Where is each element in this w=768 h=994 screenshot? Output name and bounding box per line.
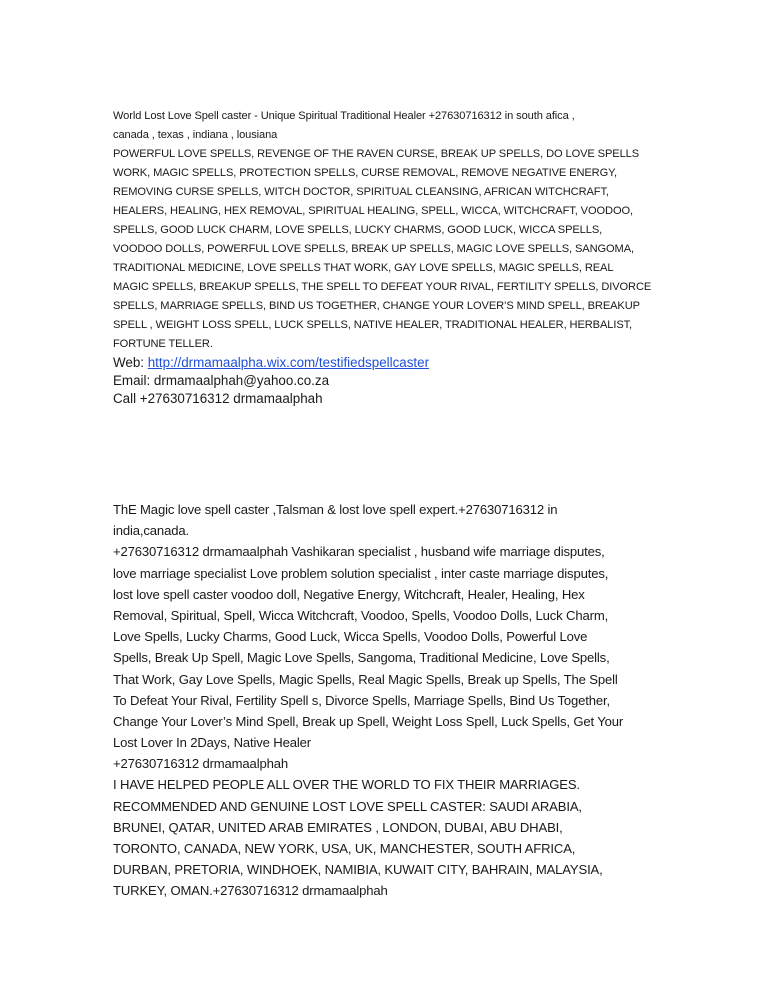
website-link[interactable]: http://drmamaalpha.wix.com/testifiedspellcaster xyxy=(147,355,430,370)
text-line: Removal, Spiritual, Spell, Wicca Witchcraft, Voodoo, Spells, Voodoo Dolls, Luck Charm, xyxy=(113,607,609,623)
text-line: DURBAN, PRETORIA, WINDHOEK, NAMIBIA, KUWAIT CITY, BAHRAIN, MALAYSIA, xyxy=(113,862,603,878)
web-label: Web: xyxy=(113,355,148,370)
text-line: REMOVING CURSE SPELLS, WITCH DOCTOR, SPIRITUAL CLEANSING, AFRICAN WITCHCRAFT, xyxy=(113,186,609,198)
ad-section-one xyxy=(113,107,658,408)
text-line: VOODOO DOLLS, POWERFUL LOVE SPELLS, BREAK UP SPELLS, MAGIC LOVE SPELLS, SANGOMA, xyxy=(113,243,634,255)
ad-section-two xyxy=(113,499,673,902)
text-line: Spells, Break Up Spell, Magic Love Spells, Sangoma, Traditional Medicine, Love Spells, xyxy=(113,650,610,666)
text-line: WORK, MAGIC SPELLS, PROTECTION SPELLS, CURSE REMOVAL, REMOVE NEGATIVE ENERGY, xyxy=(113,167,617,179)
email-line: Email: drmamaalphah@yahoo.co.za xyxy=(113,373,330,388)
text-line: I HAVE HELPED PEOPLE ALL OVER THE WORLD TO FIX THEIR MARRIAGES. xyxy=(113,777,580,793)
text-line: +27630716312 drmamaalphah xyxy=(113,756,288,772)
text-line: SPELL , WEIGHT LOSS SPELL, LUCK SPELLS, NATIVE HEALER, TRADITIONAL HEALER, HERBALIST, xyxy=(113,319,633,331)
text-line: Lost Lover In 2Days, Native Healer xyxy=(113,735,311,751)
text-line: Love Spells, Lucky Charms, Good Luck, Wicca Spells, Voodoo Dolls, Powerful Love xyxy=(113,629,588,645)
call-line: Call +27630716312 drmamaalphah xyxy=(113,391,323,406)
text-line: HEALERS, HEALING, HEX REMOVAL, SPIRITUAL HEALING, SPELL, WICCA, WITCHCRAFT, VOODOO, xyxy=(113,205,633,217)
text-line: SPELLS, MARRIAGE SPELLS, BIND US TOGETHER, CHANGE YOUR LOVER’S MIND SPELL, BREAKUP xyxy=(113,300,640,312)
text-line: FORTUNE TELLER. xyxy=(113,338,213,350)
text-line: TRADITIONAL MEDICINE, LOVE SPELLS THAT WORK, GAY LOVE SPELLS, MAGIC SPELLS, REAL xyxy=(113,262,614,274)
text-line: +27630716312 drmamaalphah Vashikaran specialist , husband wife marriage disputes, xyxy=(113,544,605,560)
text-line: World Lost Love Spell caster - Unique Spiritual Traditional Healer +27630716312 in south afica , xyxy=(113,110,575,122)
text-line: RECOMMENDED AND GENUINE LOST LOVE SPELL CASTER: SAUDI ARABIA, xyxy=(113,798,582,814)
text-line: MAGIC SPELLS, BREAKUP SPELLS, THE SPELL TO DEFEAT YOUR RIVAL, FERTILITY SPELLS, DIVORCE xyxy=(113,281,652,293)
text-line: BRUNEI, QATAR, UNITED ARAB EMIRATES , LONDON, DUBAI, ABU DHABI, xyxy=(113,819,563,835)
text-line: ThE Magic love spell caster ,Talsman & lost love spell expert.+27630716312 in xyxy=(113,502,558,517)
text-line: love marriage specialist Love problem solution specialist , inter caste marriage disputes, xyxy=(113,565,609,581)
text-line: TORONTO, CANADA, NEW YORK, USA, UK, MANCHESTER, SOUTH AFRICA, xyxy=(113,841,576,856)
text-line: SPELLS, GOOD LUCK CHARM, LOVE SPELLS, LUCKY CHARMS, GOOD LUCK, WICCA SPELLS, xyxy=(113,224,603,236)
text-line: Change Your Lover’s Mind Spell, Break up Spell, Weight Loss Spell, Luck Spells, Get Your xyxy=(113,713,624,729)
text-line: POWERFUL LOVE SPELLS, REVENGE OF THE RAVEN CURSE, BREAK UP SPELLS, DO LOVE SPELLS xyxy=(113,148,640,160)
text-line: To Defeat Your Rival, Fertility Spell s, Divorce Spells, Marriage Spells, Bind Us Together, xyxy=(113,692,610,708)
text-line: TURKEY, OMAN.+27630716312 drmamaalphah xyxy=(113,883,388,899)
text-line: india,canada. xyxy=(113,523,189,539)
web-line xyxy=(113,354,658,372)
text-line: canada , texas , indiana , lousiana xyxy=(113,129,278,141)
text-line: lost love spell caster voodoo doll, Negative Energy, Witchcraft, Healer, Healing, Hex xyxy=(113,586,585,602)
text-line: That Work, Gay Love Spells, Magic Spells, Real Magic Spells, Break up Spells, The Spell xyxy=(113,671,618,687)
